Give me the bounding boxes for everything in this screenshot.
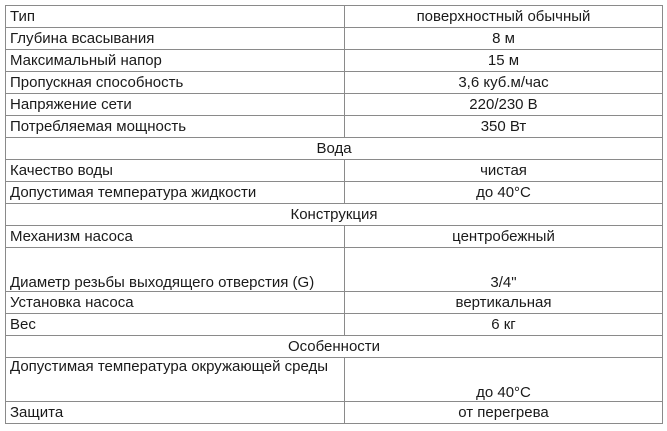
row-label: Максимальный напор <box>6 50 345 72</box>
row-value: до 40°C <box>345 358 663 402</box>
table-row <box>6 226 663 248</box>
row-value: 8 м <box>345 28 663 50</box>
row-value: 350 Вт <box>345 116 663 138</box>
row-value: 220/230 В <box>345 94 663 116</box>
section-row <box>6 138 663 160</box>
table-row <box>6 94 663 116</box>
row-value: 15 м <box>345 50 663 72</box>
row-label: Тип <box>6 6 345 28</box>
row-label: Глубина всасывания <box>6 28 345 50</box>
table-row <box>6 182 663 204</box>
row-value: 3/4" <box>345 248 663 292</box>
row-label: Механизм насоса <box>6 226 345 248</box>
table-row <box>6 314 663 336</box>
table-row <box>6 50 663 72</box>
table-row <box>6 72 663 94</box>
table-row <box>6 292 663 314</box>
row-label: Пропускная способность <box>6 72 345 94</box>
row-value: 6 кг <box>345 314 663 336</box>
row-label: Допустимая температура окружающей среды <box>6 358 345 402</box>
row-value: чистая <box>345 160 663 182</box>
row-label: Потребляемая мощность <box>6 116 345 138</box>
row-label: Диаметр резьбы выходящего отверстия (G) <box>6 248 345 292</box>
row-value: вертикальная <box>345 292 663 314</box>
section-row <box>6 204 663 226</box>
row-label: Установка насоса <box>6 292 345 314</box>
row-value: поверхностный обычный <box>345 6 663 28</box>
table-row <box>6 402 663 424</box>
row-value: от перегрева <box>345 402 663 424</box>
section-row <box>6 336 663 358</box>
section-heading: Особенности <box>6 336 663 358</box>
row-value: до 40°C <box>345 182 663 204</box>
row-label: Допустимая температура жидкости <box>6 182 345 204</box>
spec-table <box>5 5 663 424</box>
table-row <box>6 358 663 402</box>
section-heading: Вода <box>6 138 663 160</box>
row-value: 3,6 куб.м/час <box>345 72 663 94</box>
section-heading: Конструкция <box>6 204 663 226</box>
table-row <box>6 116 663 138</box>
row-label: Качество воды <box>6 160 345 182</box>
table-row <box>6 160 663 182</box>
table-row <box>6 28 663 50</box>
row-label: Напряжение сети <box>6 94 345 116</box>
table-row <box>6 6 663 28</box>
row-label: Защита <box>6 402 345 424</box>
row-value: центробежный <box>345 226 663 248</box>
row-label: Вес <box>6 314 345 336</box>
table-row <box>6 248 663 292</box>
